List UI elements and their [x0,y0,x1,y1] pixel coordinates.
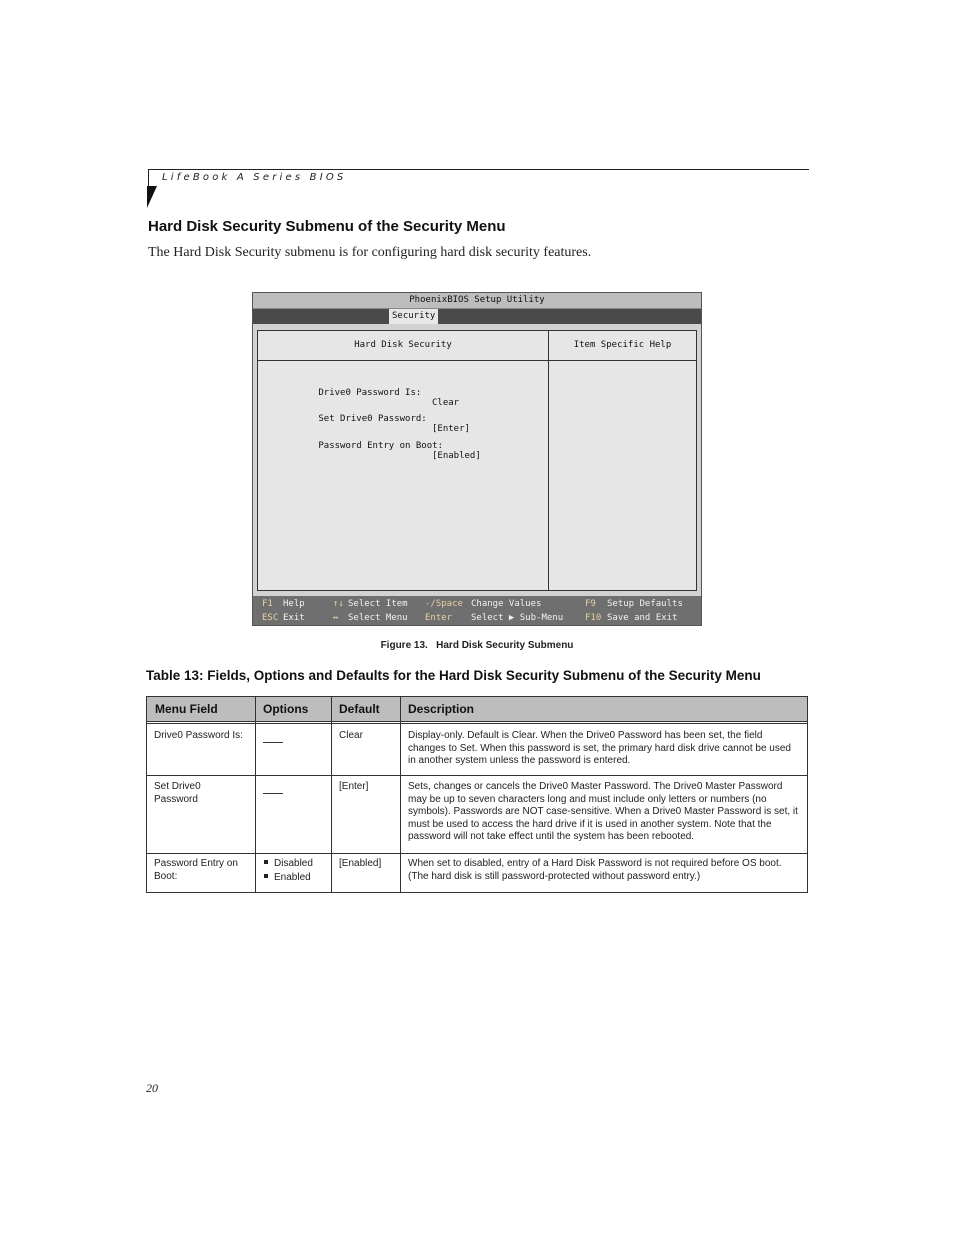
column-divider [400,697,401,892]
header-rule [148,169,809,170]
options-table [146,696,808,893]
column-divider [331,697,332,892]
table-cell-field: Drive0 Password Is: [154,730,243,741]
column-divider [255,697,256,892]
bios-tab-security[interactable]: Security [389,309,438,324]
row-divider [147,775,807,776]
bios-key-desc: Select ▶ Sub-Menu [471,613,564,623]
bios-item-value: Clear [432,398,460,408]
bios-screenshot [252,292,702,626]
bios-item-password-entry-on-boot[interactable] [275,431,481,471]
bios-key-desc: Select Item [348,599,408,609]
bullet-icon [264,860,268,864]
row-divider [147,853,807,854]
table-header-row [147,697,807,722]
bios-key-arrows-horizontal: ↔ [333,613,339,623]
bios-key-f1: F1 [262,599,273,609]
table-cell-option: Enabled [274,872,311,883]
bios-key-f10: F10 [585,613,602,623]
bios-key-desc: Help [283,599,305,609]
bios-panel-title: Hard Disk Security [258,331,548,361]
bios-menubar [253,309,701,324]
table-cell-field: Set Drive0 Password [154,781,201,805]
bullet-icon [264,874,268,878]
bios-settings-panel [257,330,549,591]
bios-key-f9: F9 [585,599,596,609]
table-cell-default: [Enabled] [339,858,382,869]
page-number: 20 [146,1081,158,1095]
table-cell-default: Clear [339,730,363,741]
column-header-description: Description [408,702,475,716]
header-wedge-mark [147,186,157,208]
bios-key-desc: Exit [283,613,305,623]
bios-help-title: Item Specific Help [549,331,696,361]
bios-title: PhoenixBIOS Setup Utility [253,293,701,309]
table-title: Table 13: Fields, Options and Defaults for the Hard Disk Security Submenu of the Security Menu [146,668,761,683]
table-cell-description: Sets, changes or cancels the Drive0 Master Password. The Drive0 Master Password may be up to seven characters long and must include only letters or numbers (no symbols). Passwords are NOT case-sensitive. When a Drive0 Master Password is set, it must be used to access the hard drive if it is used in another system. Note that the password will not take effect until the system has been rebooted. [408,781,798,842]
bios-key-arrows-vertical: ↑↓ [333,599,344,609]
bios-footer [253,596,701,625]
bios-key-desc: Setup Defaults [607,599,683,609]
intro-paragraph: The Hard Disk Security submenu is for configuring hard disk security features. [148,245,592,260]
bios-help-panel [548,330,697,591]
section-title: Hard Disk Security Submenu of the Security Menu [148,218,506,235]
table-cell-option: Disabled [274,858,313,869]
table-cell-options-blank [263,793,283,794]
bios-key-space: -/Space [425,599,463,609]
column-header-options: Options [263,702,309,716]
column-header-menu-field: Menu Field [155,702,218,716]
table-cell-field: Password Entry on Boot: [154,858,238,882]
bios-key-desc: Change Values [471,599,542,609]
bios-item-label: Password Entry on Boot: [318,441,443,451]
bios-key-desc: Save and Exit [607,613,678,623]
bios-key-desc: Select Menu [348,613,408,623]
bios-key-esc: ESC [262,613,279,623]
bios-item-label: Drive0 Password Is: [318,388,422,398]
figure-caption: Figure 13. Hard Disk Security Submenu [380,640,574,651]
bios-key-enter: Enter [425,613,453,623]
table-cell-description: When set to disabled, entry of a Hard Disk Password is not required before OS boot. (The hard disk is still password-protected without password entry.) [408,858,782,882]
table-cell-default: [Enter] [339,781,369,792]
bios-item-value: [Enabled] [432,451,481,461]
table-cell-options-blank [263,742,283,743]
bios-item-label: Set Drive0 Password: [318,414,427,424]
running-header: LifeBook A Series BIOS [162,172,347,183]
bios-item-value: [Enter] [432,424,470,434]
table-header-double-rule [147,722,807,724]
column-header-default: Default [339,702,380,716]
bios-body [253,324,701,596]
table-cell-description: Display-only. Default is Clear. When the Drive0 Password has been set, the field changes to Set. When this password is set, the primary hard disk drive cannot be used in another system unless the password is entered. [408,730,791,766]
